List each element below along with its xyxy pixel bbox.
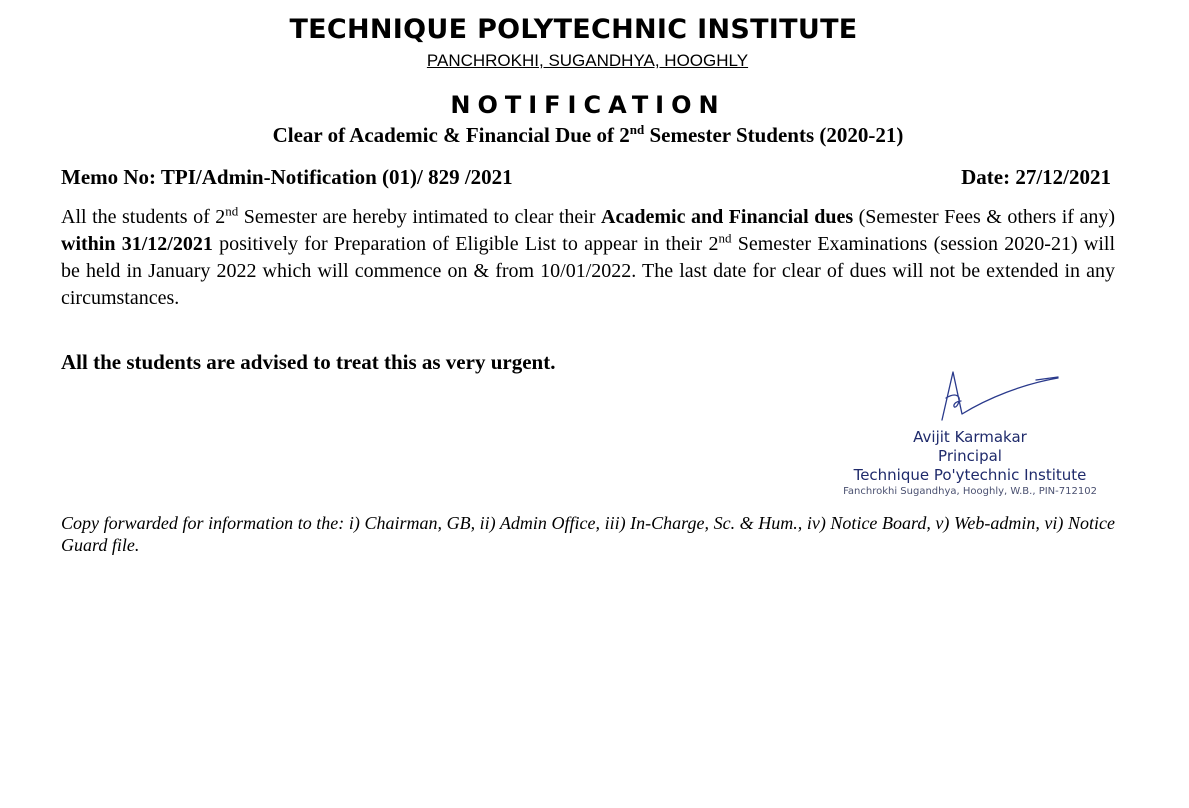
notification-heading: NOTIFICATION [450,91,726,119]
institute-name: TECHNIQUE POLYTECHNIC INSTITUTE [289,14,858,45]
memo-row [61,165,1111,190]
signatory-institute: Technique Po'ytechnic Institute [853,466,1087,484]
signatory-address: Fanchrokhi Sugandhya, Hooghly, W.B., PIN-712102 [843,486,1097,497]
signature-image [928,368,1068,428]
memo-number: Memo No: TPI/Admin-Notification (01)/ 829 /2021 [61,165,513,189]
signatory-designation: Principal [938,447,1002,465]
signatory-block [840,428,1100,498]
notification-subject: Clear of Academic & Financial Due of 2nd Semester Students (2020-21) [272,122,904,147]
signatory-name: Avijit Karmakar [913,428,1027,446]
urgent-note: All the students are advised to treat this as very urgent. [61,350,556,374]
copy-forwarded: Copy forwarded for information to the: i) Chairman, GB, ii) Admin Office, iii) In-Charge, Sc. & Hum., iv) Notice Board, v) Web-admin, vi) Notice Guard file. [61,513,1115,555]
memo-date: Date: 27/12/2021 [961,165,1111,189]
body-paragraph: All the students of 2nd Semester are hereby intimated to clear their Academic and Financial dues (Semester Fees & others if any) within 31/12/2021 positively for Preparation of Eligible List to appear in their 2nd Semester Examinations (session 2020-21) will be held in January 2022 which will commence on & from 10/01/2022. The last date for clear of dues will not be extended in any circumstances. [61,203,1116,309]
institute-address: PANCHROKHI, SUGANDHYA, HOOGHLY [426,51,749,70]
